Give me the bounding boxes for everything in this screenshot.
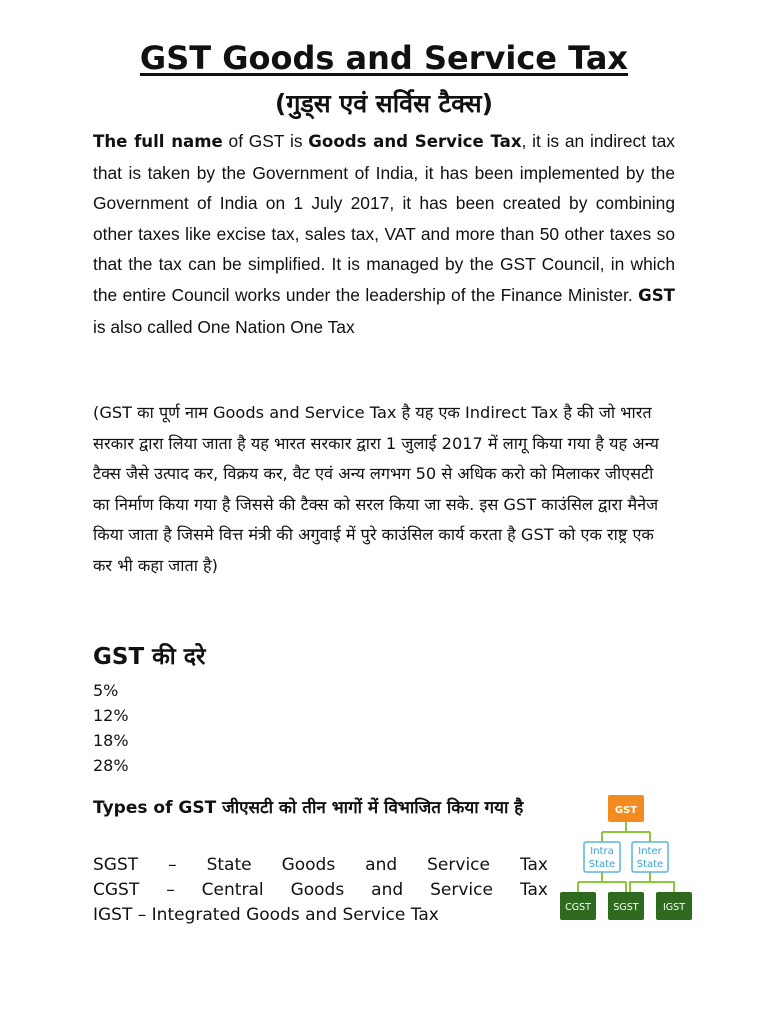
diagram-intra-label-1: Intra <box>590 846 614 857</box>
intro-lead-bold: The full name <box>93 132 223 151</box>
type-item-igst: IGST – Integrated Goods and Service Tax <box>93 905 439 925</box>
page-subtitle: (गुड्स एवं सर्विस टैक्स) <box>274 89 494 118</box>
intro-text-2: , it is an indirect tax that is taken by the Government of India, it has been implemented by the Government of India on 1 July 2017, it has been created by combining other taxes like excise tax, sales tax, VAT and more than 50 other taxes so that the tax can be simplified. It is managed by the GST Council, in which the entire Council works under the leadership of the Finance Minister. <box>93 131 675 305</box>
rates-heading: GST की दरे <box>93 644 206 670</box>
diagram-intra-label-2: State <box>588 859 616 870</box>
types-heading: Types of GST जीएसटी को तीन भागों में विभाजित किया गया है <box>93 798 524 818</box>
gst-tree-svg <box>555 790 700 925</box>
diagram-inter-label-1: Inter <box>638 846 662 857</box>
connector-inter-to-igst <box>650 872 674 892</box>
diagram-sgst-label: SGST <box>613 902 639 913</box>
diagram-igst-label: IGST <box>663 902 685 913</box>
intro-bold-gst: GST <box>638 285 675 305</box>
gst-types-diagram <box>555 790 700 925</box>
diagram-inter-label-2: State <box>636 859 664 870</box>
diagram-cgst-label: CGST <box>565 902 591 913</box>
intro-paragraph <box>93 126 675 342</box>
rate-item: 18% <box>93 731 129 750</box>
type-item-cgst: CGST – Central Goods and Service Tax <box>93 880 548 900</box>
hindi-paragraph: (GST का पूर्ण नाम Goods and Service Tax है यह एक Indirect Tax है की जो भारत सरकार द्वारा लिया जाता है यह भारत सरकार द्वारा 1 जुलाई 2017 में लागू किया गया है यह अन्य टैक्स जैसे उत्पाद कर, विक्रय कर, वैट एवं अन्य लगभग 50 से अधिक करो को मिलाकर जीएसटी का निर्माण किया गया है जिससे की टैक्स को सरल किया जा सके. इस GST काउंसिल द्वारा मैनेज किया जाता है जिसमे वित्त मंत्री की अगुवाई में पुरे काउंसिल कार्य करता है GST को एक राष्ट्र एक कर भी कहा जाता है) <box>93 403 659 575</box>
types-list <box>93 853 548 928</box>
connector-inter-to-sgst <box>630 882 650 892</box>
intro-text-1: of GST is <box>222 131 309 151</box>
intro-text-3: is also called One Nation One Tax <box>93 316 355 337</box>
rate-item: 12% <box>93 706 129 725</box>
rate-item: 5% <box>93 681 119 700</box>
rate-item: 28% <box>93 756 129 775</box>
diagram-root-label: GST <box>614 805 638 816</box>
intro-bold-gst-name: Goods and Service Tax <box>308 132 522 151</box>
rates-list <box>93 678 129 778</box>
type-item-sgst: SGST – State Goods and Service Tax <box>93 855 548 875</box>
page-title: GST Goods and Service Tax <box>139 39 629 77</box>
